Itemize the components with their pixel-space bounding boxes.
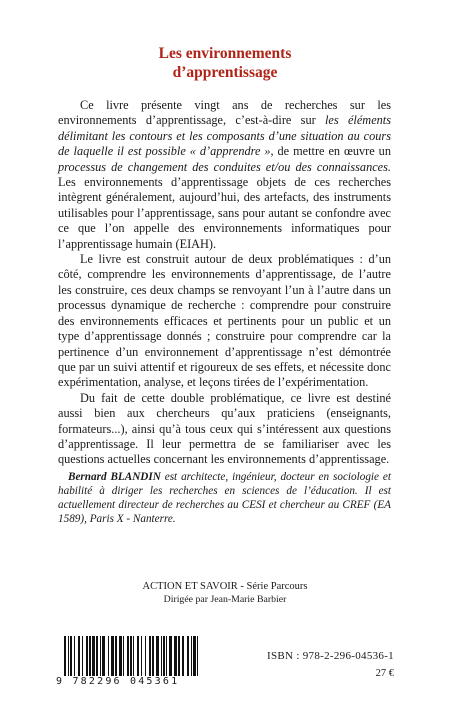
barcode-bar	[123, 636, 124, 676]
barcode-bar	[127, 636, 129, 676]
barcode-bar	[74, 636, 75, 676]
barcode-bar	[149, 636, 151, 676]
barcode-bar	[163, 636, 165, 676]
blurb-p1-segment: processus de changement des conduites et/ou des connaissances.	[58, 159, 391, 174]
barcode-bar	[137, 636, 139, 676]
author-bio	[58, 470, 391, 526]
series-director: Dirigée par Jean-Marie Barbier	[163, 594, 287, 605]
barcode-digits: 9 782296 045361	[56, 676, 180, 687]
book-title	[0, 44, 450, 82]
barcode-bar	[108, 636, 109, 676]
barcode-bar	[182, 636, 184, 676]
barcode-bar	[100, 636, 101, 676]
author-name: Bernard BLANDIN	[68, 471, 161, 483]
blurb-p1-segment: , de mettre en œuvre un	[270, 144, 391, 159]
barcode-bar	[156, 636, 159, 676]
series-info	[0, 580, 450, 606]
barcode-bar	[111, 636, 114, 676]
blurb-paragraph-3: Du fait de cette double problématique, ce livre est destiné aussi bien aux chercheurs qu’aux praticiens (enseignants, formateurs...), ainsi qu’à tous ceux qui s’intéressent aux questions d’apprentissage. Il leur permettra de se familiariser avec les questions actuelles concernant les environnements d’apprentissage.	[58, 390, 391, 467]
barcode-bar	[145, 636, 146, 676]
barcode-bar	[115, 636, 117, 676]
barcode-bar	[141, 636, 142, 676]
barcode-bar	[197, 636, 198, 676]
barcode-bar	[82, 636, 83, 676]
barcode-bar	[174, 636, 177, 676]
barcode-bar	[193, 636, 196, 676]
barcode-bar	[64, 636, 66, 676]
barcode-bar	[169, 636, 172, 676]
barcode-bar	[130, 636, 132, 676]
barcode-bar	[178, 636, 180, 676]
author-bio-text: est architecte, ingénieur, docteur en sociologie et habilité à diriger les recherches en sciences de l’éducation. Il est actuellement directeur de recherches au CESI et chercheur au CREF (EA 1589), Paris X - Nanterre.	[58, 471, 391, 525]
book-title-line1: Les environnements	[158, 45, 292, 62]
price: 27 €	[375, 668, 394, 679]
barcode-bar	[166, 636, 167, 676]
barcode-bar	[187, 636, 189, 676]
barcode-bar	[86, 636, 88, 676]
blurb-p1-segment: les éléments délimitant les contours et les composants d’une situation au cours de laquelle il est possible « d’apprendre »	[58, 113, 391, 159]
barcode-bar	[152, 636, 154, 676]
blurb-paragraph-2: Le livre est construit autour de deux problématiques : d’un côté, comprendre les environnements d’apprentissage, de l’autre les construire, ces deux champs se renvoyant l’un à l’autre dans un processus dynamique de recherche : comprendre pour construire des environnements efficaces et pertinents pour un public et un type d’apprentissage donnés ; construire pour comprendre car la pertinence d’un environnement d’apprentissage n’est démontrée que par un suivi attentif et rigoureux de ses effets, et nécessite donc expérimentation, analyse, et leçons tirées de l’expérimentation.	[58, 252, 391, 390]
barcode-bar	[191, 636, 192, 676]
barcode-bar	[119, 636, 122, 676]
barcode-bar	[133, 636, 134, 676]
blurb-p1-segment: Ce livre présente vingt ans de recherches sur les environnements d’apprentissage, c’est-à-dire sur	[58, 98, 391, 128]
back-cover-blurb	[58, 98, 391, 468]
book-title-line2: d’apprentissage	[172, 64, 278, 81]
barcode-bar	[92, 636, 95, 676]
isbn: ISBN : 978-2-296-04536-1	[267, 650, 394, 662]
blurb-paragraph-1	[58, 98, 391, 252]
barcode-bar	[78, 636, 80, 676]
barcode-bar	[68, 636, 69, 676]
blurb-p1-segment: Les environnements d’apprentissage objets de ces recherches intègrent généralement, aujourd’hui, des artefacts, des instruments utilisables pour l’apprentissage, sans pour autant se confondre avec ce que l’on appelle des environnements informatiques pour l’apprentissage humain (EIAH).	[58, 175, 391, 251]
barcode-bars	[56, 636, 204, 676]
barcode-bar	[70, 636, 72, 676]
barcode-bar	[96, 636, 98, 676]
barcode-bar	[89, 636, 91, 676]
barcode-bar	[102, 636, 105, 676]
series-name: ACTION ET SAVOIR - Série Parcours	[142, 581, 308, 592]
barcode-bar	[161, 636, 162, 676]
